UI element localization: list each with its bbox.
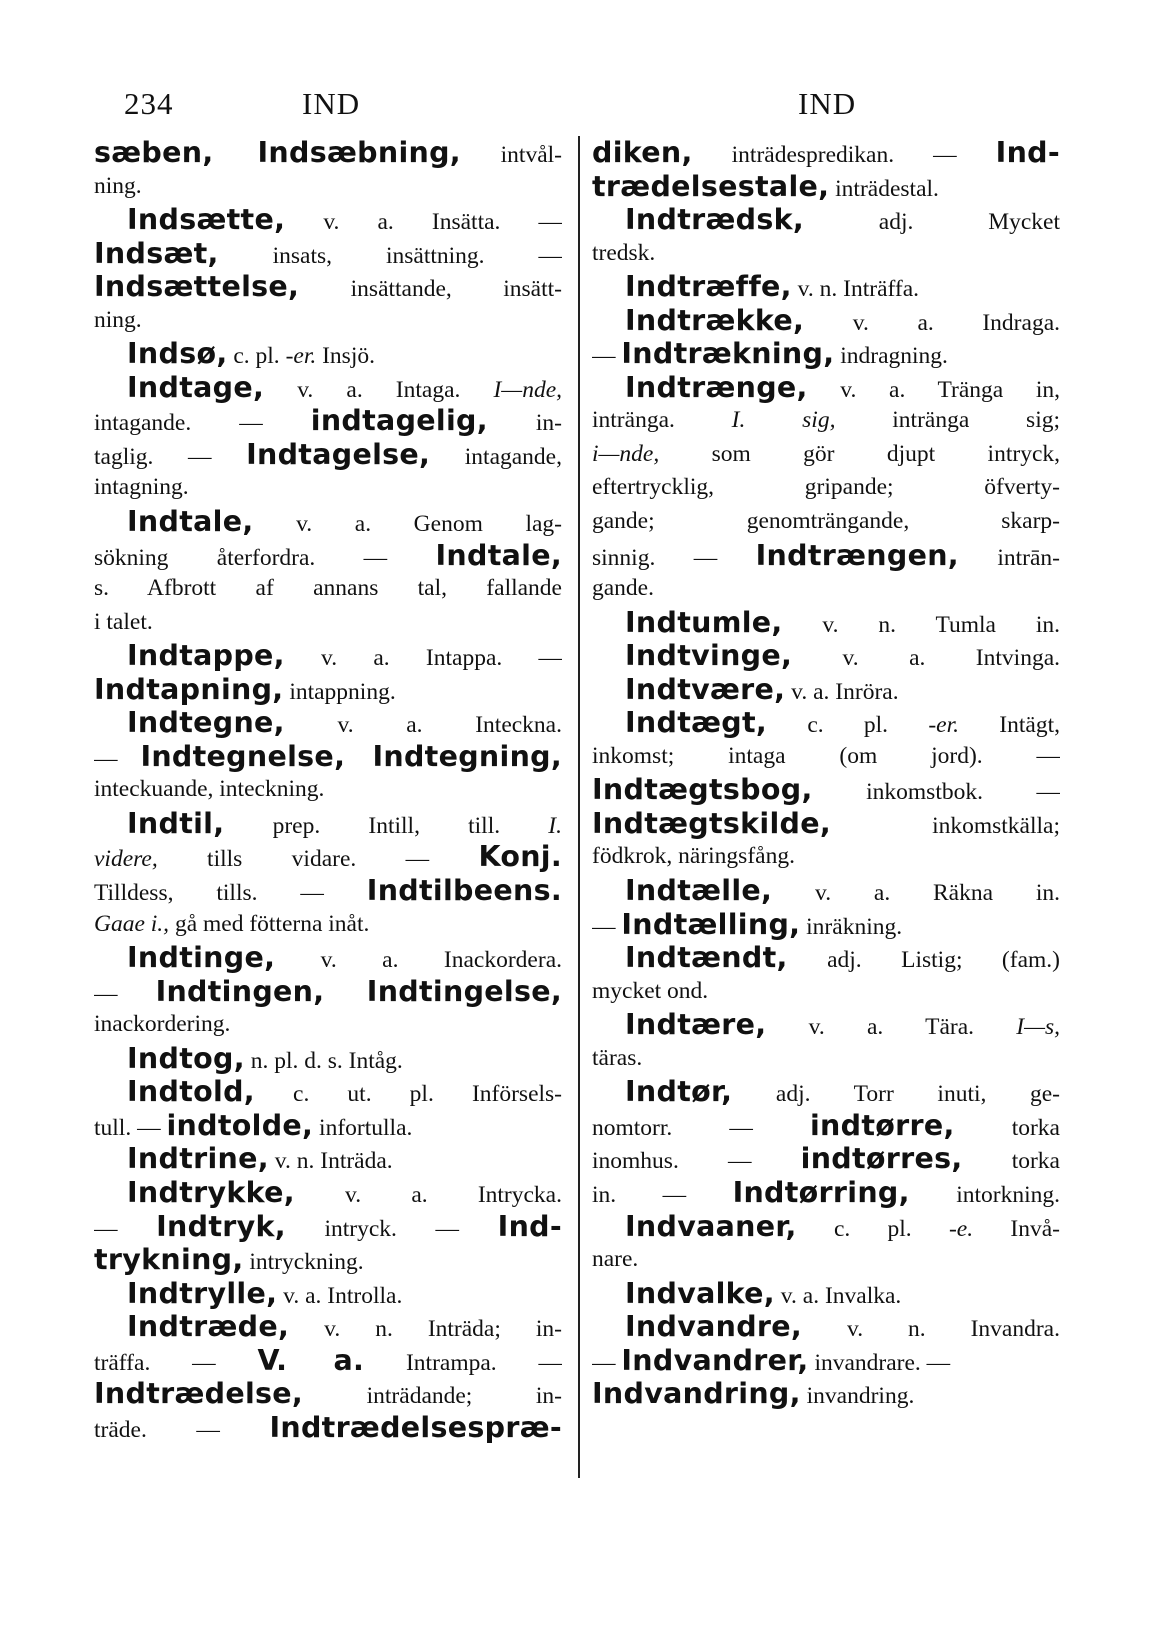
- entry-line: [94, 840, 562, 874]
- definition-text: gande; genomträngande, skarp-: [592, 508, 1060, 535]
- headword: Indtægtsbog,: [592, 773, 813, 807]
- entry-line: [592, 438, 1060, 472]
- definition-text: intagande,: [430, 443, 562, 470]
- entry-line: [592, 874, 1060, 908]
- headword: Indtumle,: [625, 605, 783, 639]
- definition-text: v. a. Inteckna.: [284, 712, 562, 739]
- definition-text: invandrare. —: [808, 1349, 951, 1376]
- headword: Indvaaner,: [625, 1209, 797, 1243]
- definition-text: v. a. Indraga.: [804, 309, 1060, 336]
- headword: indtagelig,: [310, 404, 488, 438]
- headword: Indtælling,: [621, 907, 801, 941]
- headword: trædelsestale,: [592, 169, 830, 203]
- definition-text: intryckning.: [243, 1249, 364, 1276]
- entry-line: [592, 1176, 1060, 1210]
- entry-line: [592, 337, 1060, 371]
- headword: Indtørring,: [732, 1175, 910, 1209]
- entry-line: [592, 270, 1060, 304]
- definition-text: Invå-: [973, 1215, 1060, 1242]
- headword: Konj.: [478, 840, 562, 874]
- definition-text: in. —: [592, 1181, 733, 1208]
- definition-text: v. a. Invalka.: [774, 1282, 902, 1309]
- headword: Indtændt,: [625, 941, 788, 975]
- definition-text: adj. Listig; (fam.): [787, 947, 1060, 974]
- definition-text: inackordering.: [94, 1011, 231, 1038]
- definition-text: v. a. Tära.: [766, 1014, 1017, 1041]
- entry-line: [592, 1210, 1060, 1244]
- entry-line: [94, 505, 562, 539]
- definition-text: intvål-: [460, 142, 562, 168]
- left-column: [94, 136, 562, 1444]
- entry-line: [592, 1075, 1060, 1109]
- entry-line: [94, 773, 562, 807]
- definition-text: i talet.: [94, 608, 153, 635]
- italic-text: -er.: [285, 343, 317, 370]
- entry-line: [94, 1042, 562, 1076]
- definition-text: v. a. Insätta. —: [285, 209, 562, 236]
- headword: Indvalke,: [625, 1276, 775, 1310]
- definition-text: —: [94, 1215, 157, 1242]
- definition-text: insättande, insätt-: [299, 276, 562, 303]
- entry-line: [94, 270, 562, 304]
- definition-text: v. n. Inträda.: [268, 1148, 393, 1175]
- column-divider: [578, 136, 580, 1478]
- entry-line: [592, 539, 1060, 573]
- headword: Indtrædelse,: [94, 1377, 304, 1411]
- definition-text: tredsk.: [592, 239, 656, 266]
- headword: indtørres,: [800, 1142, 963, 1176]
- entry-line: [592, 807, 1060, 841]
- headword: trykning,: [94, 1243, 244, 1277]
- definition-text: v. n. Invandra.: [802, 1316, 1060, 1343]
- entry-line: [94, 1310, 562, 1344]
- headword: Indtvinge,: [625, 639, 793, 673]
- definition-text: inträdestal.: [829, 175, 939, 202]
- headword: Indtale,: [127, 505, 254, 539]
- definition-text: inteckuande, inteckning.: [94, 776, 325, 803]
- headword: Indsættelse,: [94, 270, 300, 304]
- entry-line: [592, 304, 1060, 338]
- entry-line: [592, 1109, 1060, 1143]
- definition-text: ning.: [94, 306, 142, 333]
- definition-text: torka: [962, 1148, 1060, 1175]
- italic-text: I—nde,: [493, 376, 562, 403]
- entry-line: [592, 237, 1060, 271]
- headword: Indtrykke,: [127, 1175, 295, 1209]
- entry-line: [94, 170, 562, 204]
- definition-text: s. Afbrott af annans tal, fallande: [94, 575, 562, 602]
- entry-line: [94, 1344, 562, 1378]
- headword: Indtælle,: [625, 874, 773, 908]
- entry-line: [94, 874, 562, 908]
- definition-text: —: [94, 745, 141, 772]
- definition-text: prep. Intill, till.: [224, 812, 549, 839]
- headword: Indsætte,: [127, 203, 286, 237]
- entry-line: [592, 203, 1060, 237]
- definition-text: v. n. Inträda; in-: [289, 1316, 562, 1343]
- headword: Indtinge,: [127, 941, 276, 975]
- definition-text: inomhus. —: [592, 1148, 801, 1175]
- definition-text: Intägt,: [959, 712, 1060, 739]
- entry-line: [94, 404, 562, 438]
- definition-text: intränga.: [592, 407, 732, 434]
- entry-line: [94, 975, 562, 1009]
- definition-text: —: [94, 980, 156, 1007]
- entry-line: [94, 237, 562, 271]
- definition-text: v. a. Intaga.: [264, 376, 494, 403]
- entry-line: [592, 1008, 1060, 1042]
- definition-text: v. a. Räkna in.: [772, 880, 1060, 907]
- headword: Indtægtskilde,: [592, 806, 832, 840]
- entry-line: [592, 1344, 1060, 1378]
- italic-text: i—nde,: [592, 440, 660, 467]
- entry-line: [94, 1277, 562, 1311]
- entry-line: [592, 908, 1060, 942]
- headword: Indvandring,: [592, 1377, 801, 1411]
- definition-text: sökning återfordra. —: [94, 544, 436, 571]
- definition-text: —: [592, 913, 622, 940]
- entry-line: [94, 1109, 562, 1143]
- entry-line: [94, 304, 562, 338]
- right-column: [592, 136, 1060, 1411]
- definition-text: Tilldess, tills. —: [94, 880, 367, 907]
- italic-text: Gaae i.,: [94, 910, 170, 937]
- headword: Indtrædsk,: [625, 203, 804, 237]
- entry-line: [592, 840, 1060, 874]
- entry-line: [94, 1142, 562, 1176]
- definition-text: in-: [487, 410, 562, 437]
- definition-text: v. a. Inackordera.: [275, 947, 562, 974]
- definition-text: intagande. —: [94, 410, 311, 437]
- definition-text: v. a. Tränga in,: [807, 376, 1060, 403]
- headword: Indtegne,: [127, 706, 285, 740]
- entry-line: [592, 673, 1060, 707]
- headword: Indtilbeens.: [366, 874, 562, 908]
- definition-text: tull. —: [94, 1114, 167, 1141]
- definition-text: taglig. —: [94, 443, 247, 470]
- definition-text: inkomstkälla;: [831, 812, 1060, 839]
- headword: Indtægt,: [625, 706, 768, 740]
- definition-text: träde. —: [94, 1416, 270, 1443]
- definition-text: eftertrycklig, gripande; öfverty-: [592, 474, 1060, 501]
- definition-text: —: [592, 1349, 622, 1376]
- right-guide-word: IND: [798, 86, 857, 121]
- definition-text: v. n. Tumla in.: [782, 611, 1060, 638]
- definition-text: insats, insättning. —: [218, 242, 562, 269]
- headword: Indtappe,: [127, 639, 285, 673]
- entry-line: [592, 1042, 1060, 1076]
- definition-text: inräkning.: [800, 913, 903, 940]
- entry-line: [94, 1008, 562, 1042]
- entry-line: [94, 1377, 562, 1411]
- headword: Indtrække,: [625, 303, 805, 337]
- definition-text: torka: [954, 1114, 1060, 1141]
- entry-line: [592, 1142, 1060, 1176]
- definition-text: —: [592, 343, 622, 370]
- headword: Indvandre,: [625, 1310, 803, 1344]
- entry-line: [94, 1210, 562, 1244]
- definition-text: v. a. Intappa. —: [284, 645, 562, 672]
- entry-line: [592, 1243, 1060, 1277]
- entry-line: [592, 404, 1060, 438]
- headword: Ind-: [497, 1209, 562, 1243]
- entry-line: [94, 706, 562, 740]
- entry-line: [592, 773, 1060, 807]
- entry-line: [94, 136, 562, 170]
- entry-line: [592, 136, 1060, 170]
- headword: Indtrædelsespræ-: [269, 1410, 562, 1444]
- entry-line: [94, 740, 562, 774]
- definition-text: täras.: [592, 1044, 643, 1071]
- entry-line: [592, 471, 1060, 505]
- definition-text: infortulla.: [313, 1114, 413, 1141]
- headword: diken,: [592, 136, 693, 169]
- definition-text: Insjö.: [316, 343, 375, 370]
- headword: indtørre,: [809, 1108, 955, 1142]
- headword: Indtegnelse, Indtegning,: [140, 739, 562, 773]
- headword: Indtryk,: [156, 1209, 286, 1243]
- entry-line: [592, 706, 1060, 740]
- headword: sæben, Indsæbning,: [94, 136, 461, 169]
- headword: Indtære,: [625, 1008, 767, 1042]
- entry-line: [592, 1277, 1060, 1311]
- definition-text: adj. Torr inuti, ge-: [732, 1081, 1060, 1108]
- entry-line: [94, 941, 562, 975]
- definition-text: träffa. —: [94, 1349, 258, 1376]
- entry-line: [94, 908, 562, 942]
- definition-text: födkrok, näringsfång.: [592, 843, 795, 870]
- definition-text: c. pl.: [227, 343, 286, 370]
- headword: Indsæt,: [94, 236, 219, 270]
- definition-text: intryck. —: [285, 1215, 498, 1242]
- italic-text: I. sig,: [731, 407, 836, 434]
- definition-text: v. a. Intrycka.: [294, 1181, 562, 1208]
- headword: Indtage,: [127, 370, 265, 404]
- headword: Indtagelse,: [246, 437, 431, 471]
- entry-line: [94, 639, 562, 673]
- italic-text: -er.: [928, 712, 960, 739]
- entry-line: [94, 1075, 562, 1109]
- headword: Indtrækning,: [621, 337, 835, 371]
- definition-text: intagning.: [94, 474, 189, 501]
- headword: Indtræffe,: [625, 270, 792, 304]
- entry-line: [94, 673, 562, 707]
- headword: Indtale,: [435, 538, 562, 572]
- headword: Indtør,: [625, 1075, 733, 1109]
- definition-text: v. a. Intvinga.: [792, 645, 1060, 672]
- headword: V. a.: [257, 1343, 365, 1377]
- entry-line: [94, 438, 562, 472]
- headword: Indtrængen,: [755, 538, 959, 572]
- entry-line: [592, 941, 1060, 975]
- definition-text: tills vidare. —: [157, 846, 479, 873]
- entry-line: [592, 371, 1060, 405]
- entry-line: [592, 1310, 1060, 1344]
- definition-text: som gör djupt intryck,: [659, 440, 1060, 467]
- entry-line: [94, 1243, 562, 1277]
- entry-line: [94, 337, 562, 371]
- entry-line: [592, 639, 1060, 673]
- definition-text: invandring.: [800, 1383, 915, 1410]
- entry-line: [94, 807, 562, 841]
- italic-text: -e.: [948, 1215, 974, 1242]
- definition-text: c. pl.: [796, 1215, 949, 1242]
- page-number: 234: [124, 86, 174, 121]
- entry-line: [94, 606, 562, 640]
- entry-line: [592, 1377, 1060, 1411]
- left-guide-word: IND: [302, 86, 361, 121]
- definition-text: inkomstbok. —: [812, 779, 1060, 806]
- entry-line: [94, 539, 562, 573]
- definition-text: intrān-: [958, 544, 1060, 571]
- entry-line: [94, 203, 562, 237]
- definition-text: mycket ond.: [592, 977, 709, 1004]
- headword: Indtrine,: [127, 1142, 269, 1176]
- definition-text: v. a. Introlla.: [277, 1282, 403, 1309]
- headword: Indtrænge,: [625, 370, 808, 404]
- entry-line: [592, 170, 1060, 204]
- headword: Indvandrer,: [621, 1343, 809, 1377]
- entry-line: [94, 1411, 562, 1445]
- definition-text: v. n. Inträffa.: [791, 276, 920, 303]
- definition-text: inträdande; in-: [303, 1383, 562, 1410]
- italic-text: videre,: [94, 846, 158, 873]
- headword: Indtapning,: [94, 672, 284, 706]
- headword: Ind-: [995, 136, 1060, 169]
- definition-text: intappning.: [283, 678, 396, 705]
- definition-text: v. a. Genom lag-: [253, 511, 562, 538]
- headword: Indtil,: [127, 806, 225, 840]
- entry-line: [592, 740, 1060, 774]
- headword: Indtvære,: [625, 672, 786, 706]
- entry-line: [592, 572, 1060, 606]
- entry-line: [94, 1176, 562, 1210]
- definition-text: n. pl. d. s. Intåg.: [244, 1047, 403, 1074]
- definition-text: gande.: [592, 575, 654, 602]
- definition-text: sinnig. —: [592, 544, 756, 571]
- headword: Indtold,: [127, 1075, 255, 1109]
- entry-line: [94, 471, 562, 505]
- italic-text: I.: [548, 812, 562, 839]
- definition-text: indragning.: [834, 343, 948, 370]
- definition-text: v. a. Inröra.: [785, 678, 899, 705]
- headword: Indtog,: [127, 1041, 245, 1075]
- headword: Indtræde,: [127, 1310, 290, 1344]
- definition-text: gå med fötterna inåt.: [169, 910, 370, 937]
- headword: Indsø,: [127, 337, 228, 371]
- definition-text: Intrampa. —: [364, 1349, 562, 1376]
- italic-text: I—s,: [1016, 1014, 1060, 1041]
- definition-text: inkomst; intaga (om jord). —: [592, 742, 1060, 769]
- definition-text: adj. Mycket: [803, 209, 1060, 236]
- entry-line: [94, 371, 562, 405]
- definition-text: c. ut. pl. Införsels-: [254, 1081, 562, 1108]
- headword: indtolde,: [166, 1108, 314, 1142]
- definition-text: intorkning.: [909, 1181, 1060, 1208]
- definition-text: intränga sig;: [835, 407, 1060, 434]
- definition-text: ning.: [94, 172, 142, 199]
- entry-line: [592, 975, 1060, 1009]
- headword: Indtingen, Indtingelse,: [155, 974, 562, 1008]
- entry-line: [592, 505, 1060, 539]
- entry-line: [94, 572, 562, 606]
- definition-text: nare.: [592, 1246, 639, 1273]
- definition-text: nomtorr. —: [592, 1114, 810, 1141]
- entry-line: [592, 606, 1060, 640]
- definition-text: c. pl.: [767, 712, 929, 739]
- headword: Indtrylle,: [127, 1276, 278, 1310]
- definition-text: inträdespredikan. —: [692, 142, 996, 168]
